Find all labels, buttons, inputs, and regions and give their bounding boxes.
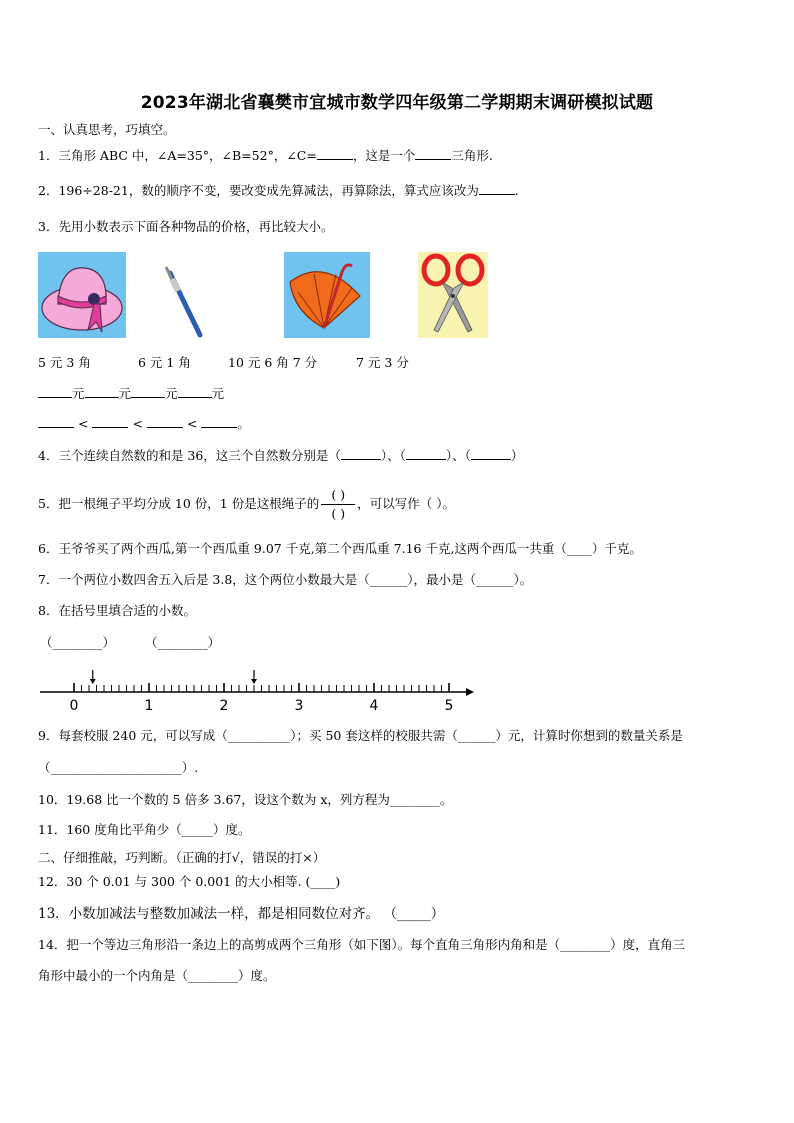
less-than-1: < [77,416,89,431]
number-line-label: 4 [369,698,379,714]
q4-sep-2: ）、（ [445,448,471,463]
number-line-label: 3 [294,698,304,714]
number-line-pointer-head [251,679,257,684]
scissors-icon [418,252,488,338]
q5-fraction-blank[interactable] [321,486,355,523]
price-hat: 5 元 3 角 [38,355,91,370]
number-line-arrowhead [466,688,474,696]
compare-blank-2[interactable] [92,415,128,428]
q4-blank-1[interactable] [341,447,381,460]
section-1-heading: 一、认真思考，巧填空。 [38,122,176,137]
q8-paren-2[interactable]: （________） [145,635,221,650]
question-12: 12．30 个 0.01 与 300 个 0.001 的大小相等. (____) [38,874,341,889]
number-line-pointer-head [90,679,96,684]
yuan-blank-1[interactable] [38,385,72,398]
question-7: 7．一个两位小数四舍五入后是 3.8，这个两位小数最大是（______），最小是（______）。 [38,572,533,587]
question-3: 3．先用小数表示下面各种物品的价格，再比较大小。 [38,219,334,234]
q2-text-a: 2．196÷28-21，数的顺序不变，要改变成先算减法，再算除法，算式应该改为 [38,183,479,198]
question-6: 6．王爷爷买了两个西瓜,第一个西瓜重 9.07 千克,第二个西瓜重 7.16 千克,这两个西瓜一共重（____）千克。 [38,541,642,556]
q5-text-b: ，可以写作（ ）。 [357,496,455,511]
question-9-line-2: （_____________________）. [38,760,199,775]
question-2 [38,182,519,199]
question-13: 13．小数加减法与整数加减法一样，都是相同数位对齐。 （_____） [38,906,445,922]
compare-blank-4[interactable] [201,415,237,428]
q5-denominator: ( ) [321,504,355,523]
q4-text: 4．三个连续自然数的和是 36，这三个自然数分别是（ [38,448,341,463]
price-pen: 6 元 1 角 [138,355,191,370]
section-2-heading: 二、仔细推敲，巧判断。（正确的打√，错误的打×） [38,850,326,865]
page-title: 2023年湖北省襄樊市宜城市数学四年级第二学期期末调研模拟试题 [140,93,654,113]
yuan-label-3: 元 [165,386,178,401]
question-8: 8．在括号里填合适的小数。 [38,603,196,618]
yuan-blank-3[interactable] [131,385,165,398]
number-line-label: 1 [144,698,154,714]
yuan-label-4: 元 [211,386,225,401]
q1-blank-1[interactable] [317,147,353,160]
number-line-label: 0 [69,698,79,714]
question-14-line-1: 14．把一个等边三角形沿一条边上的高剪成两个三角形（如下图）。每个直角三角形内角和是（________）度，直角三 [38,937,686,952]
q1-text-c: 三角形. [451,148,493,163]
yuan-row [38,385,224,402]
q4-blank-2[interactable] [406,447,446,460]
number-line-label: 5 [444,698,454,714]
q4-end: ） [510,448,524,463]
q2-blank[interactable] [479,182,515,195]
compare-blank-1[interactable] [38,415,74,428]
less-than-2: < [132,416,143,431]
question-4 [38,447,523,464]
q4-sep-1: ）、（ [380,448,406,463]
price-umbrella: 10 元 6 角 7 分 [228,355,318,370]
q8-paren-1[interactable]: （________） [40,635,116,650]
question-5 [38,486,455,523]
yuan-blank-4[interactable] [178,385,212,398]
yuan-label-1: 元 [72,386,85,401]
less-than-3: < [186,416,198,431]
number-line-label: 2 [219,698,229,714]
q1-blank-2[interactable] [415,147,451,160]
q4-blank-3[interactable] [471,447,511,460]
compare-period: 。 [237,416,250,431]
q5-numerator: ( ) [331,487,346,502]
q5-text-a: 5．把一根绳子平均分成 10 份，1 份是这根绳子的 [38,496,320,511]
question-1 [38,147,493,164]
pen-icon [160,265,210,340]
yuan-label-2: 元 [118,386,132,401]
question-11: 11．160 度角比平角少（_____）度。 [38,822,251,837]
price-scissors: 7 元 3 分 [356,355,409,370]
yuan-blank-2[interactable] [85,385,119,398]
question-10: 10．19.68 比一个数的 5 倍多 3.67，设这个数为 x，列方程为________。 [38,792,453,807]
umbrella-icon [284,252,370,338]
number-line [36,668,480,714]
compare-row [38,415,250,432]
compare-blank-3[interactable] [147,415,183,428]
q2-text-b: . [514,183,519,198]
q1-text-b: ，这是一个 [352,148,416,163]
question-14-line-2: 角形中最小的一个内角是（________）度。 [38,968,276,983]
hat-icon [38,252,126,338]
q1-text-a: 1．三角形 ABC 中，∠A=35°，∠B=52°，∠C= [38,148,317,163]
question-9-line-1: 9．每套校服 240 元，可以写成（__________）；买 50 套这样的校服共需（______）元，计算时你想到的数量关系是 [38,728,683,743]
